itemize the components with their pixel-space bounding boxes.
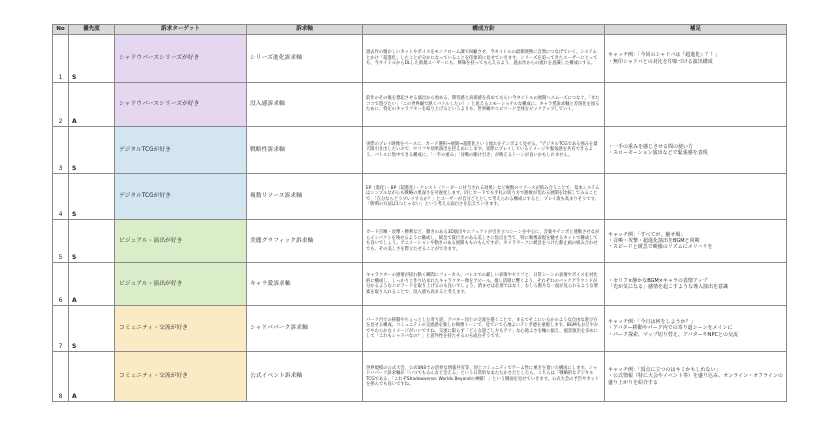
table-row [53,352,787,402]
policy-cell: 過去作の懐かしいカットやボイスをモノクローム調で回顧させ、今タイトルの最新映像に自然につなげていく。システムとかけ「超進化」したことが分かになっていることを印象的に見せていきます。シリーズを追ってきたユーザーにとっても、今タイトルからDLした新規ユーザーにも、興味を持ってもらえるよう、過去作からの流れを意識した構成にする。 [363,35,605,83]
axis-cell: シャドバパーク訴求軸 [247,306,363,352]
policy-cell: EP（進化）・BP（超進化）・クレスト（リーダーに付与される効果）など複数のリソースが絡み合うことで、基本システムはシンプルながらも戦略の奥深さを可視化します。同じカードでも手札の切り方で勝敗が変わる展開を比較してみることで、「自分ならどうプレイするか？」とユーザーが自分ごととして考えられる構成にすると、プレイ欲も高まりそうです。「勝利の方法は1つじゃない」という考える面白さを伝えていきます。 [363,174,605,220]
target-cell: コミュニティ・交流が好き [115,352,247,402]
axis-cell: 公式イベント訴求軸 [247,352,363,402]
supplement-cell [605,306,787,352]
row-number: 3 [53,127,69,174]
table-row [53,35,787,83]
supplement-cell [605,220,787,263]
axis-cell: 美麗グラフィック訴求軸 [247,220,363,263]
supplement-line: キャッチ例：「頂点に立つのはキミかもしれない」 [608,367,721,374]
supplement-cell [605,35,787,83]
supplement-line: ・公式情報（特に大会やイベント等）を盛り込み、オンライン・オフラインの盛り上がりを紹介する [608,373,783,386]
target-cell: シャドウバースシリーズが好き [115,35,247,83]
supplement-cell [605,352,787,402]
supplement-cell [605,127,787,174]
row-number: 6 [53,263,69,306]
requirements-table [52,24,787,402]
header-target: 訴求ターゲット [115,25,247,35]
priority-cell: A [69,263,115,306]
priority-cell: A [69,352,115,402]
supplement-line: ・アバター移動やパーク内での寄り道シーンをメインに [608,325,733,332]
supplement-cell [605,263,787,306]
table-row [53,220,787,263]
axis-cell: 戦略性訴求軸 [247,127,363,174]
target-cell: デジタルTCGが好き [115,174,247,220]
supplement-line: ・セリフ×静かなBGM×キャラの表情アップ [608,277,708,284]
supplement-line: 「先が気になる」感情を起こすような導入演出を意識 [608,284,729,290]
row-number: 5 [53,220,69,263]
supplement-line: ・召喚・攻撃・超進化演出をBGMと同期 [608,237,700,244]
header-priority: 優先度 [69,25,115,35]
row-number: 2 [53,83,69,127]
table-row [53,127,787,174]
target-cell: ビジュアル・演出が好き [115,220,247,263]
row-number: 8 [53,352,69,402]
policy-cell: 前作のその後を想起させる演出から始める。期待感と高揚感を高めてもらい今タイトルの展開へスムーズにつなぐ。「またココで遊びたい」「この世界観で熱くバトルしたい！」と思えるエモーショナルな構成に。キャラ愛訴求軸と差別化を図るために、特定のキャラクターを取り上げるというよりも、世界観やエピソード全体をピックアップしていく。 [363,83,605,127]
target-cell: コミュニティ・交流が好き [115,306,247,352]
target-cell: シャドウバースシリーズが好き [115,83,247,127]
axis-cell: 複数リソース訴求軸 [247,174,363,220]
priority-cell: S [69,35,115,83]
header-axis: 訴求軸 [247,25,363,35]
supplement-line: キャッチ例：「今回のシャドバは『超進化』？！」 [608,52,721,59]
priority-cell: A [69,83,115,127]
header-supplement: 補足 [605,25,787,35]
supplement-line: ・スローモーション演出などで緊張感を表現 [608,150,708,156]
axis-cell: シリーズ進化訴求軸 [247,35,363,83]
supplement-line: ・パーク探索、マップ切り替え、アバターやNPCとの交流 [608,331,738,338]
axis-cell: キャラ愛訴求軸 [247,263,363,306]
header-no: No [53,25,69,35]
row-number: 1 [53,35,69,83]
supplement-line: キャッチ例：「すべてが、魅せ場」 [608,231,686,238]
target-cell: ビジュアル・演出が好き [115,263,247,306]
priority-cell: S [69,174,115,220]
policy-cell: カード召喚・攻撃・勝利など、動きのある3D演出やエフェクトが引き立つシーンを中心に、音楽やテンポと連動させながらインパクトを残せるように構成し、緩急で貴行きのある美しさに焦点を当て、特に映像表現を魅せるカットで構成しても良いでしょう。アニメーションや動きのある展開もものもんですが、カメラワークに緩急をつけた静止画の組み合わせでも、その美しさを際立たせることができます。 [363,220,605,263]
header-policy: 構成方針 [363,25,605,35]
target-cell: デジタルTCGが好き [115,127,247,174]
priority-cell: S [69,306,115,352]
supplement-line: ・スピードと緩急で映像のリズムにメリハリを [608,244,713,251]
supplement-line: ・無印シャドバとの対比を印象づける演出構成 [608,58,713,65]
supplement-line: ・一手の重みを感じさせる間の使い方 [608,143,694,150]
supplement-line: キャッチ例：「今日は何をしようか？」 [608,319,696,326]
policy-cell: 実際のプレイ映像をベースに、カード選択→展開→超進化という流れをテンポよく見せる。"デジタルTCGである強みを最大限引き出したいので、セリフや効果演出を控えめにします。実際にプレイしているイメージや緊張感を共有できるよう、バトルに集中できる構成に。「一手の重み」「対戦の駆け引き」が映えるトーンが良いかもしれません。 [363,127,605,174]
header-row [53,25,787,35]
table-row [53,306,787,352]
policy-cell: 世界規模の公式大会、公式SNSでの活発な情報共有等、同じコミュニティでゲーム性に重きを置いた構成にします。シャドバパーク訴求軸が「いつでもみんなと会える」という日常的なあたたかさだとしたら、こちらは「戦略的なデジタルTCGである、「これぞShadowverse: Worlds Beyondの神髄！」という側面を見せていきます。公式大会の予告やカットを挟んでも良いですね。 [363,352,605,402]
axis-cell: 没入感訴求軸 [247,83,363,127]
policy-cell: キャラクターの感情が揺れ動く瞬間にフォーカス。バトルでの厳しい表情やセリフと、日常シーンの表情やボイスを対比的に構成し、しっかりと作り込まれたキャラクター像をアピール。推し活層に響くよう、それぞれのバックグラウンドが分かるようなエピソードを取り上げるのも良いでしょう。済ませは必須ではなく、むしろ断片な一面が見られるような要素を取り入れることで、没入感も高まると考えます。 [363,263,605,306]
table-row [53,174,787,220]
table-row [53,83,787,127]
row-number: 4 [53,174,69,220]
row-number: 7 [53,306,69,352]
priority-cell: S [69,220,115,263]
policy-cell: パーク内での移動やちょっとした寄り道、アバター同士の交流を描くことで、まるでそこにいるかのような自由な遊び方を見せる構成。コミュニティの交流感を楽しむ映像トーンで、見ていて心地よいテンポ感を重視します。BGMもおだやかでやわらかなイメージがいいですね。交流に限らず「どんな過ごし方もアリ」な心地よさを軸に据え、風景演出を多めにして「これもシャドバなの？」と意外性を持たせるのも面白そうです。 [363,306,605,352]
priority-cell: S [69,127,115,174]
table-row [53,263,787,306]
supplement-cell [605,174,787,220]
supplement-cell [605,83,787,127]
